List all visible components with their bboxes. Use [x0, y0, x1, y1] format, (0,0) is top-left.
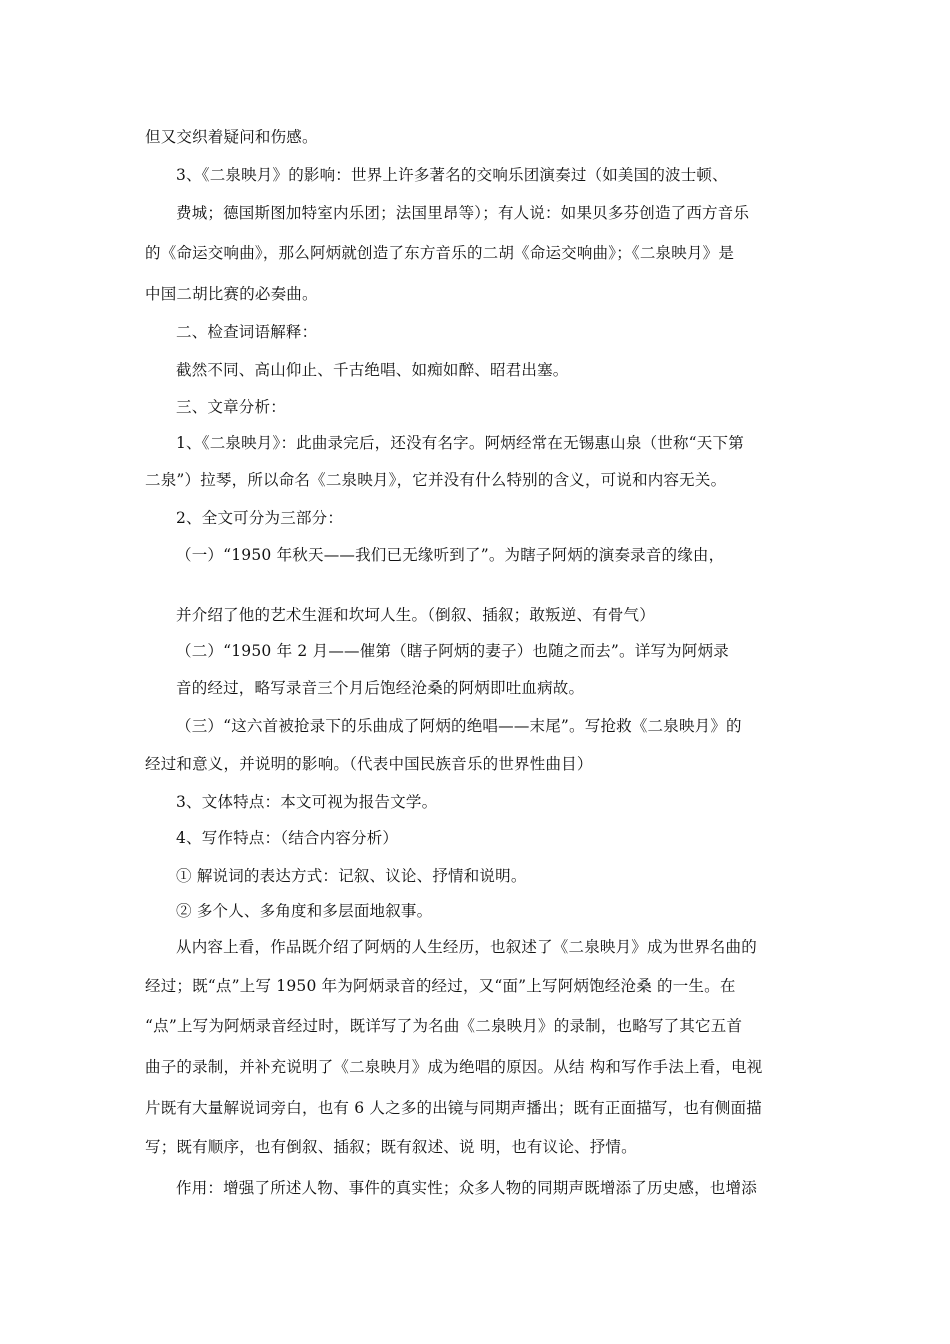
text-line: （一）“1950 年秋天——我们已无缘听到了”。为瞎子阿炳的演奏录音的缘由， — [176, 546, 725, 564]
text-line: 2、全文可分为三部分： — [176, 509, 344, 527]
text-line: 片既有大量解说词旁白，也有 6 人之多的出镜与同期声播出；既有正面描写，也有侧面描 — [145, 1099, 762, 1117]
text-line: （二）“1950 年 2 月——催第（瞎子阿炳的妻子）也随之而去”。详写为阿炳录 — [176, 642, 729, 660]
section-heading: 三、文章分析： — [176, 398, 286, 416]
text-line: 二泉”）拉琴，所以命名《二泉映月》，它并没有什么特别的含义，可说和内容无关。 — [145, 471, 727, 489]
text-line: 的《命运交响曲》，那么阿炳就创造了东方音乐的二胡《命运交响曲》；《二泉映月》是 — [145, 244, 735, 262]
text-line: 从内容上看，作品既介绍了阿炳的人生经历，也叙述了《二泉映月》成为世界名曲的 — [176, 938, 757, 956]
text-line: 并介绍了他的艺术生涯和坎坷人生。（倒叙、插叙；敢叛逆、有骨气） — [176, 606, 655, 624]
text-line: “点”上写为阿炳录音经过时，既详写了为名曲《二泉映月》的录制，也略写了其它五首 — [145, 1017, 743, 1035]
text-line: 截然不同、高山仰止、千古绝唱、如痴如醉、昭君出塞。 — [176, 361, 569, 379]
text-line: 3、文体特点：本文可视为报告文学。 — [176, 793, 438, 811]
text-line: 经过；既“点”上写 1950 年为阿炳录音的经过，又“面”上写阿炳饱经沧桑 的一生。在 — [145, 977, 736, 995]
text-line: 音的经过，略写录音三个月后饱经沧桑的阿炳即吐血病故。 — [176, 679, 585, 697]
text-line: 4、写作特点：（结合内容分析） — [176, 829, 399, 847]
section-heading: 二、检查词语解释： — [176, 323, 318, 341]
text-line: 经过和意义，并说明的影响。（代表中国民族音乐的世界性曲目） — [145, 755, 593, 773]
text-line: 但又交织着疑问和伤感。 — [145, 128, 318, 146]
text-line: 中国二胡比赛的必奏曲。 — [145, 285, 318, 303]
text-line: 3、《二泉映月》的影响：世界上许多著名的交响乐团演奏过（如美国的波士顿、 — [176, 166, 728, 184]
text-line: （三）“这六首被抢录下的乐曲成了阿炳的绝唱——末尾”。写抢救《二泉映月》的 — [176, 717, 742, 735]
text-line: 曲子的录制，并补充说明了《二泉映月》成为绝唱的原因。从结 构和写作手法上看，电视 — [145, 1058, 763, 1076]
text-line: 作用：增强了所述人物、事件的真实性；众多人物的同期声既增添了历史感，也增添 — [176, 1179, 757, 1197]
list-item: ② 多个人、多角度和多层面地叙事。 — [176, 902, 433, 920]
list-item: ① 解说词的表达方式：记叙、议论、抒情和说明。 — [176, 867, 527, 885]
text-line: 费城；德国斯图加特室内乐团；法国里昂等）；有人说：如果贝多芬创造了西方音乐 — [176, 204, 750, 222]
text-line: 写；既有顺序，也有倒叙、插叙；既有叙述、说 明，也有议论、抒情。 — [145, 1138, 637, 1156]
text-line: 1、《二泉映月》：此曲录完后，还没有名字。阿炳经常在无锡惠山泉（世称“天下第 — [176, 434, 744, 452]
